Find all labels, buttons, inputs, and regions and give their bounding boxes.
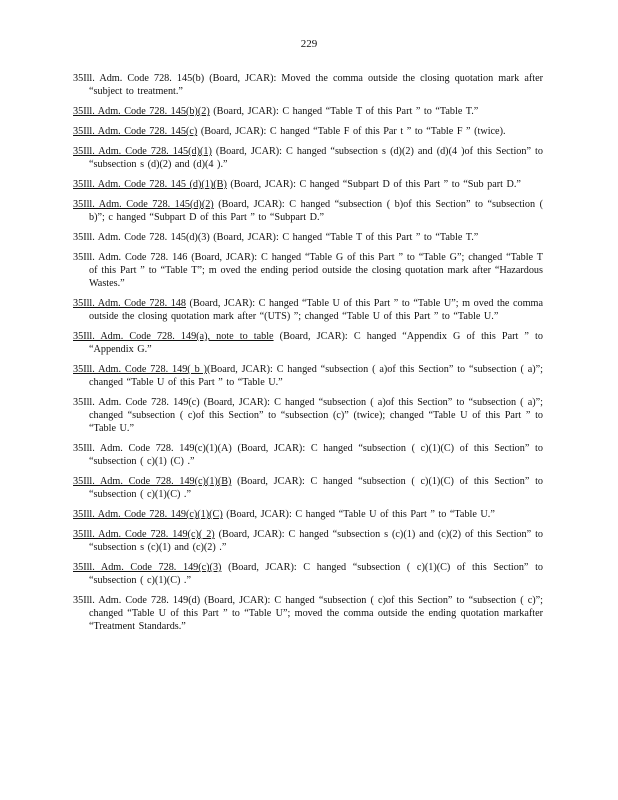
entry-text: (Board, JCAR): C hanged “subsection ( c)(1)(C) of this Section” to “subsection ( c)(1)(C) .” xyxy=(89,476,543,500)
errata-entry xyxy=(73,125,543,138)
errata-entry xyxy=(73,475,543,501)
entry-text: (Board, JCAR): C hanged “subsection ( a)of this Section” to “subsection ( a)”; changed “subsection ( c)of this Section” to “subsection (c)” (twice); changed “Table U of this Part ” to “Table U.” xyxy=(89,397,543,434)
entry-citation: 35Ill. Adm. Code 728. 149(c)(1)(A) xyxy=(73,443,232,454)
entry-citation: 35Ill. Adm. Code 728. 145 (d)(1)(B) xyxy=(73,179,227,190)
entry-citation: 35Ill. Adm. Code 728. 145(b)(2) xyxy=(73,106,210,117)
errata-entry xyxy=(73,72,543,98)
errata-entry xyxy=(73,508,543,521)
entry-text: (Board, JCAR): Moved the comma outside the closing quotation mark after “subject to treatment.” xyxy=(89,73,544,97)
entry-text: (Board, JCAR): C hanged “subsection ( b)of this Section” to “subsection ( b)”; c hanged “Subpart D of this Part ” to “Subpart D.” xyxy=(89,199,543,223)
errata-entry xyxy=(73,105,543,118)
entry-text: (Board, JCAR): C hanged “subsection ( c)of this Section” to “subsection ( c)”; changed “Table U of this Part ” to “Table U”; moved the comma outside the ending quotation markafter “Treatment Standards.” xyxy=(89,595,544,632)
page-number: 229 xyxy=(300,38,318,50)
entry-text: (Board, JCAR): C hanged “Table F of this Par t ” to “Table F ” (twice). xyxy=(197,126,506,137)
entry-citation: 35Ill. Adm. Code 728. 149(c)(1)(C) xyxy=(73,509,223,520)
errata-entry xyxy=(73,297,543,323)
errata-entry xyxy=(73,594,543,633)
entry-text: (Board, JCAR): C hanged “subsection s (c)(1) and (c)(2) of this Section” to “subsection s (c)(1) and (c)(2) .” xyxy=(89,529,544,553)
errata-entry xyxy=(73,363,543,389)
entry-citation: 35Ill. Adm. Code 728. 145(d)(2) xyxy=(73,199,214,210)
entry-citation: 35Ill. Adm. Code 728. 145(d)(1) xyxy=(73,146,212,157)
entry-text: (Board, JCAR): C hanged “Table U of this Part ” to “Table U.” xyxy=(222,509,495,520)
errata-list xyxy=(73,72,543,640)
entry-text: (Board, JCAR): C hanged “subsection s (d)(2) and (d)(4 )of this Section” to “subsection s (d)(2) and (d)(4 ).” xyxy=(89,146,543,170)
entry-text: (Board, JCAR): C hanged “Table G of this Part ” to “Table G”; changed “Table T of this Part ” to “Table T”; m oved the ending period outside the closing quotation mark after “Hazardous Wastes.” xyxy=(89,252,544,289)
entry-text: (Board, JCAR): C hanged “subsection ( c)(1)(C) of this Section” to “subsection ( c)(1)(C) .” xyxy=(89,562,543,586)
entry-citation: 35Ill. Adm. Code 728. 149(c)(3) xyxy=(73,562,222,573)
errata-entry xyxy=(73,396,543,435)
errata-entry xyxy=(73,145,543,171)
errata-entry xyxy=(73,330,543,356)
entry-citation: 35Ill. Adm. Code 728. 149(c)(1)(B) xyxy=(73,476,232,487)
errata-entry xyxy=(73,178,543,191)
entry-text: (Board, JCAR): C hanged “Appendix G of this Part ” to “Appendix G.” xyxy=(89,331,543,355)
errata-entry xyxy=(73,251,543,290)
errata-entry xyxy=(73,442,543,468)
entry-citation: 35Ill. Adm. Code 728. 145(d)(3) xyxy=(73,232,210,243)
entry-citation: 35Ill. Adm. Code 728. 149(c)( 2) xyxy=(73,529,215,540)
entry-text: (Board, JCAR): C hanged “subsection ( a)of this Section” to “subsection ( a)”; changed “Table U of this Part ” to “Table U.” xyxy=(89,364,543,388)
entry-citation: 35Ill. Adm. Code 728. 148 xyxy=(73,298,186,309)
entry-text: (Board, JCAR): C hanged “Table U of this Part ” to “Table U”; m oved the comma outside the closing quotation mark after “(UTS) ”; changed “Table U of this Part ” to “Table U.” xyxy=(89,298,543,322)
entry-citation: 35Ill. Adm. Code 728. 145(b) xyxy=(73,73,205,84)
entry-citation: 35Ill. Adm. Code 728. 149(d) xyxy=(73,595,201,606)
errata-entry xyxy=(73,231,543,244)
errata-entry xyxy=(73,198,543,224)
entry-citation: 35Ill. Adm. Code 728. 149(a), note to table xyxy=(73,331,274,342)
entry-text: (Board, JCAR): C hanged “Table T of this Part ” to “Table T.” xyxy=(209,232,479,243)
errata-entry xyxy=(73,528,543,554)
errata-entry xyxy=(73,561,543,587)
entry-text: (Board, JCAR): C hanged “Subpart D of this Part ” to “Sub part D.” xyxy=(226,179,521,190)
entry-citation: 35Ill. Adm. Code 728. 149( b ) xyxy=(73,364,207,375)
entry-text: (Board, JCAR): C hanged “subsection ( c)(1)(C) of this Section” to “subsection ( c)(1) (C) .” xyxy=(89,443,543,467)
entry-citation: 35Ill. Adm. Code 728. 145(c) xyxy=(73,126,198,137)
entry-citation: 35Ill. Adm. Code 728. 149(c) xyxy=(73,397,200,408)
entry-text: (Board, JCAR): C hanged “Table T of this Part ” to “Table T.” xyxy=(209,106,479,117)
entry-citation: 35Ill. Adm. Code 728. 146 xyxy=(73,252,188,263)
